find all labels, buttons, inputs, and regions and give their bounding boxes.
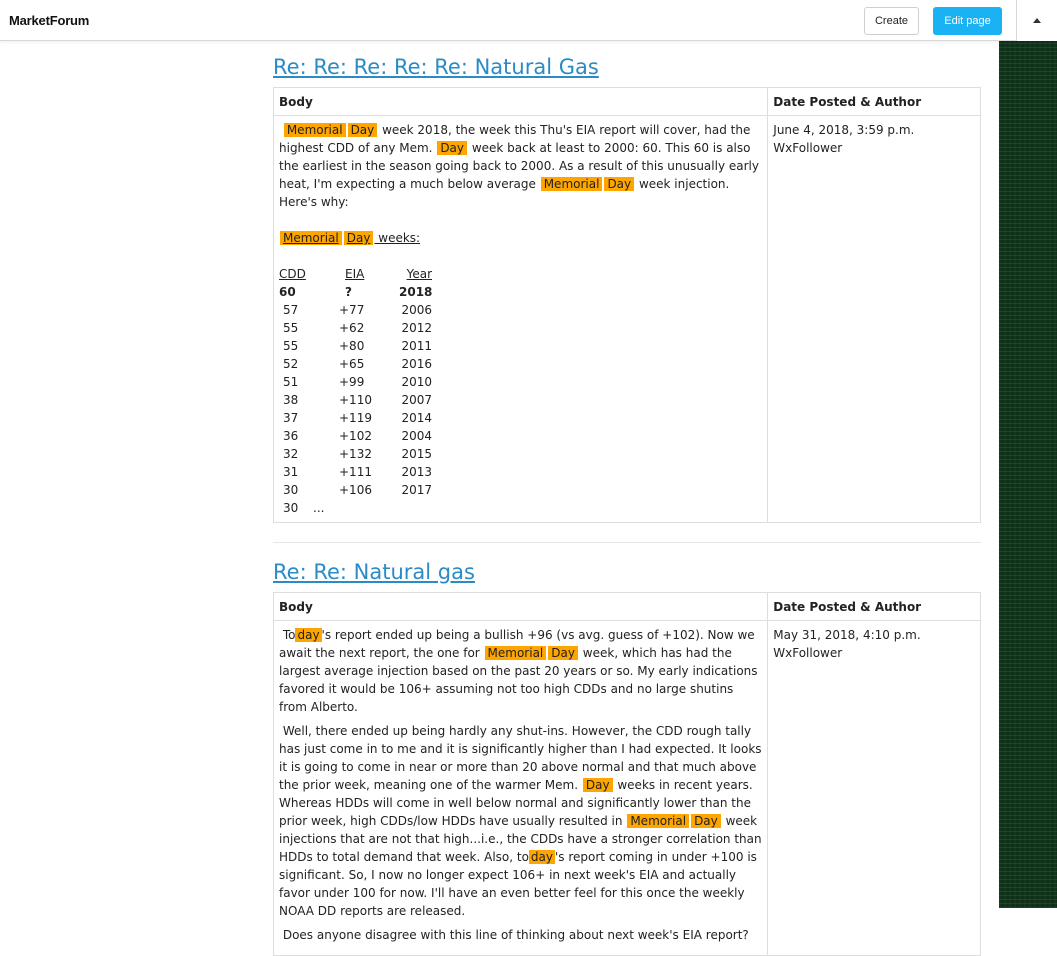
search-highlight: Memorial (627, 814, 689, 828)
cdd-cell: 38 (283, 393, 299, 407)
paragraph-text: To (282, 628, 296, 642)
cdd-cell: 37 (283, 411, 299, 425)
cdd-cell: 60 (279, 285, 296, 299)
body-column-header: Body (274, 88, 768, 116)
eia-cell: +110 (339, 393, 372, 407)
year-cell: 2017 (401, 483, 432, 497)
year-cell: 2011 (401, 339, 432, 353)
post-body (274, 116, 768, 523)
paragraph-text: Does anyone disagree with this line of thinking about next week's EIA report? (282, 928, 749, 942)
create-button[interactable]: Create (864, 7, 919, 35)
cdd-cell: 30 (283, 483, 299, 497)
cdd-cell: 55 (283, 321, 299, 335)
search-highlight: Memorial (280, 231, 342, 245)
table-row (279, 319, 762, 337)
paragraph-text: Well, there ended up being hardly any shut-ins. However, the CDD rough tally has just come in to me and it is significantly higher than I had expected. It looks it is going to come in near or more than 20 above normal and that much above the prior week, meaning one of the warmer Mem. (279, 724, 762, 792)
post-title-link[interactable]: Re: Re: Natural gas (273, 560, 475, 584)
table-row (279, 427, 762, 445)
paragraph-text: week injections that are not that high...i.e., the CDDs have a stronger correlation than HDDs to total demand that week. Also, to (279, 814, 762, 864)
caret-up-icon (1033, 18, 1041, 23)
search-highlight: day (297, 628, 320, 642)
cdd-cell: 52 (283, 357, 299, 371)
cdd-cell: 55 (283, 339, 299, 353)
search-highlight: Day (437, 141, 467, 155)
table-row (279, 373, 762, 391)
paragraph-text: week back at least to 2000: 60. This 60 is also the earliest in the season going back to 2000. As a result of this unusually early heat, I'm expecting a much below average (279, 141, 759, 191)
table-row (279, 445, 762, 463)
paragraph-text: 's report ended up being a bullish +96 (vs avg. guess of +102). Now we await the next report, the one for (279, 628, 755, 660)
search-highlight: Day (691, 814, 721, 828)
post-paragraph (279, 722, 762, 920)
paragraph-text: weeks in recent years. Whereas HDDs will come in well below normal and significantly lower than the prior week, high CDDs/low HDDs have usually resulted in (279, 778, 753, 828)
side-background-strip (999, 41, 1057, 908)
search-highlight: Day (583, 778, 613, 792)
table-row (279, 481, 762, 499)
site-brand[interactable]: MarketForum (9, 13, 90, 28)
search-highlight: Memorial (541, 177, 603, 191)
top-bar (0, 0, 1057, 41)
table-row (279, 355, 762, 373)
year-cell: 2013 (401, 465, 432, 479)
cdd-header: CDD (279, 267, 306, 281)
cdd-cell: 30 (283, 501, 299, 515)
year-cell: 2014 (401, 411, 432, 425)
table-subheading (279, 229, 762, 247)
year-cell: 2006 (401, 303, 432, 317)
post-meta (768, 621, 981, 956)
eia-header: EIA (345, 267, 365, 281)
eia-cell: +132 (339, 447, 372, 461)
post-body (274, 621, 768, 956)
eia-cell: +80 (339, 339, 365, 353)
table-row (279, 283, 762, 301)
post-date: June 4, 2018, 3:59 p.m. (773, 123, 915, 137)
table-row (279, 337, 762, 355)
eia-cell: +77 (339, 303, 365, 317)
year-cell: 2018 (399, 285, 433, 299)
paragraph-text: week injection. Here's why: (279, 177, 730, 209)
search-highlight: Memorial (284, 123, 346, 137)
year-header: Year (406, 267, 432, 281)
year-cell: 2010 (401, 375, 432, 389)
eia-cell: +62 (339, 321, 365, 335)
search-highlight: Memorial (485, 646, 547, 660)
cdd-eia-table (279, 265, 762, 517)
cdd-cell: 32 (283, 447, 299, 461)
post-author[interactable]: WxFollower (773, 141, 843, 155)
collapse-toggle-button[interactable] (1016, 0, 1057, 41)
table-row (279, 409, 762, 427)
post-paragraph (279, 121, 762, 211)
year-cell (373, 499, 406, 517)
year-cell: 2004 (401, 429, 432, 443)
post-meta (768, 116, 981, 523)
post-author[interactable]: WxFollower (773, 646, 843, 660)
main-content (273, 41, 981, 956)
date-author-column-header: Date Posted & Author (768, 88, 981, 116)
paragraph-text: week 2018, the week this Thu's EIA report will cover, had the highest CDD of any Mem. (279, 123, 751, 155)
eia-cell: +106 (339, 483, 372, 497)
search-highlight: day (530, 850, 553, 864)
eia-cell: +99 (339, 375, 365, 389)
search-highlight: Day (548, 646, 578, 660)
table-row (279, 391, 762, 409)
post-date: May 31, 2018, 4:10 p.m. (773, 628, 921, 642)
cdd-table-header (279, 265, 762, 283)
post-table (273, 592, 981, 956)
cdd-cell: 51 (283, 375, 299, 389)
table-row (279, 499, 762, 517)
post-paragraph (279, 926, 762, 944)
year-cell: 2016 (401, 357, 432, 371)
eia-cell: +65 (339, 357, 365, 371)
eia-cell: +102 (339, 429, 372, 443)
post-title-link[interactable]: Re: Re: Re: Re: Re: Natural Gas (273, 55, 599, 79)
year-cell: 2012 (401, 321, 432, 335)
eia-cell: +119 (339, 411, 372, 425)
paragraph-text: 's report coming in under +100 is significant. So, I now no longer expect 106+ in next week's EIA and actually favor under 100 for now. I'll have an even better feel for this once the weekly NOAA DD reports are released. (279, 850, 757, 918)
body-column-header: Body (274, 593, 768, 621)
edit-page-button[interactable]: Edit page (933, 7, 1002, 35)
search-highlight: Day (344, 231, 374, 245)
post-table (273, 87, 981, 523)
table-row (279, 463, 762, 481)
cdd-cell: 31 (283, 465, 299, 479)
date-author-column-header: Date Posted & Author (768, 593, 981, 621)
year-cell: 2007 (401, 393, 432, 407)
cdd-cell: 57 (283, 303, 299, 317)
post-divider (273, 542, 981, 543)
eia-cell: +111 (339, 465, 372, 479)
table-row (279, 301, 762, 319)
post-paragraph (279, 626, 762, 716)
eia-cell: ? (345, 285, 352, 299)
paragraph-text: week, which has had the largest average injection based on the past 20 years or so. My early indications favored it would be 106+ assuming not too high CDDs and no large shutins from Alberto. (279, 646, 758, 714)
year-cell: 2015 (401, 447, 432, 461)
search-highlight: Day (348, 123, 378, 137)
search-highlight: Day (604, 177, 634, 191)
eia-cell: ... (313, 501, 325, 515)
cdd-cell: 36 (283, 429, 299, 443)
subheading-text: weeks: (374, 231, 421, 245)
